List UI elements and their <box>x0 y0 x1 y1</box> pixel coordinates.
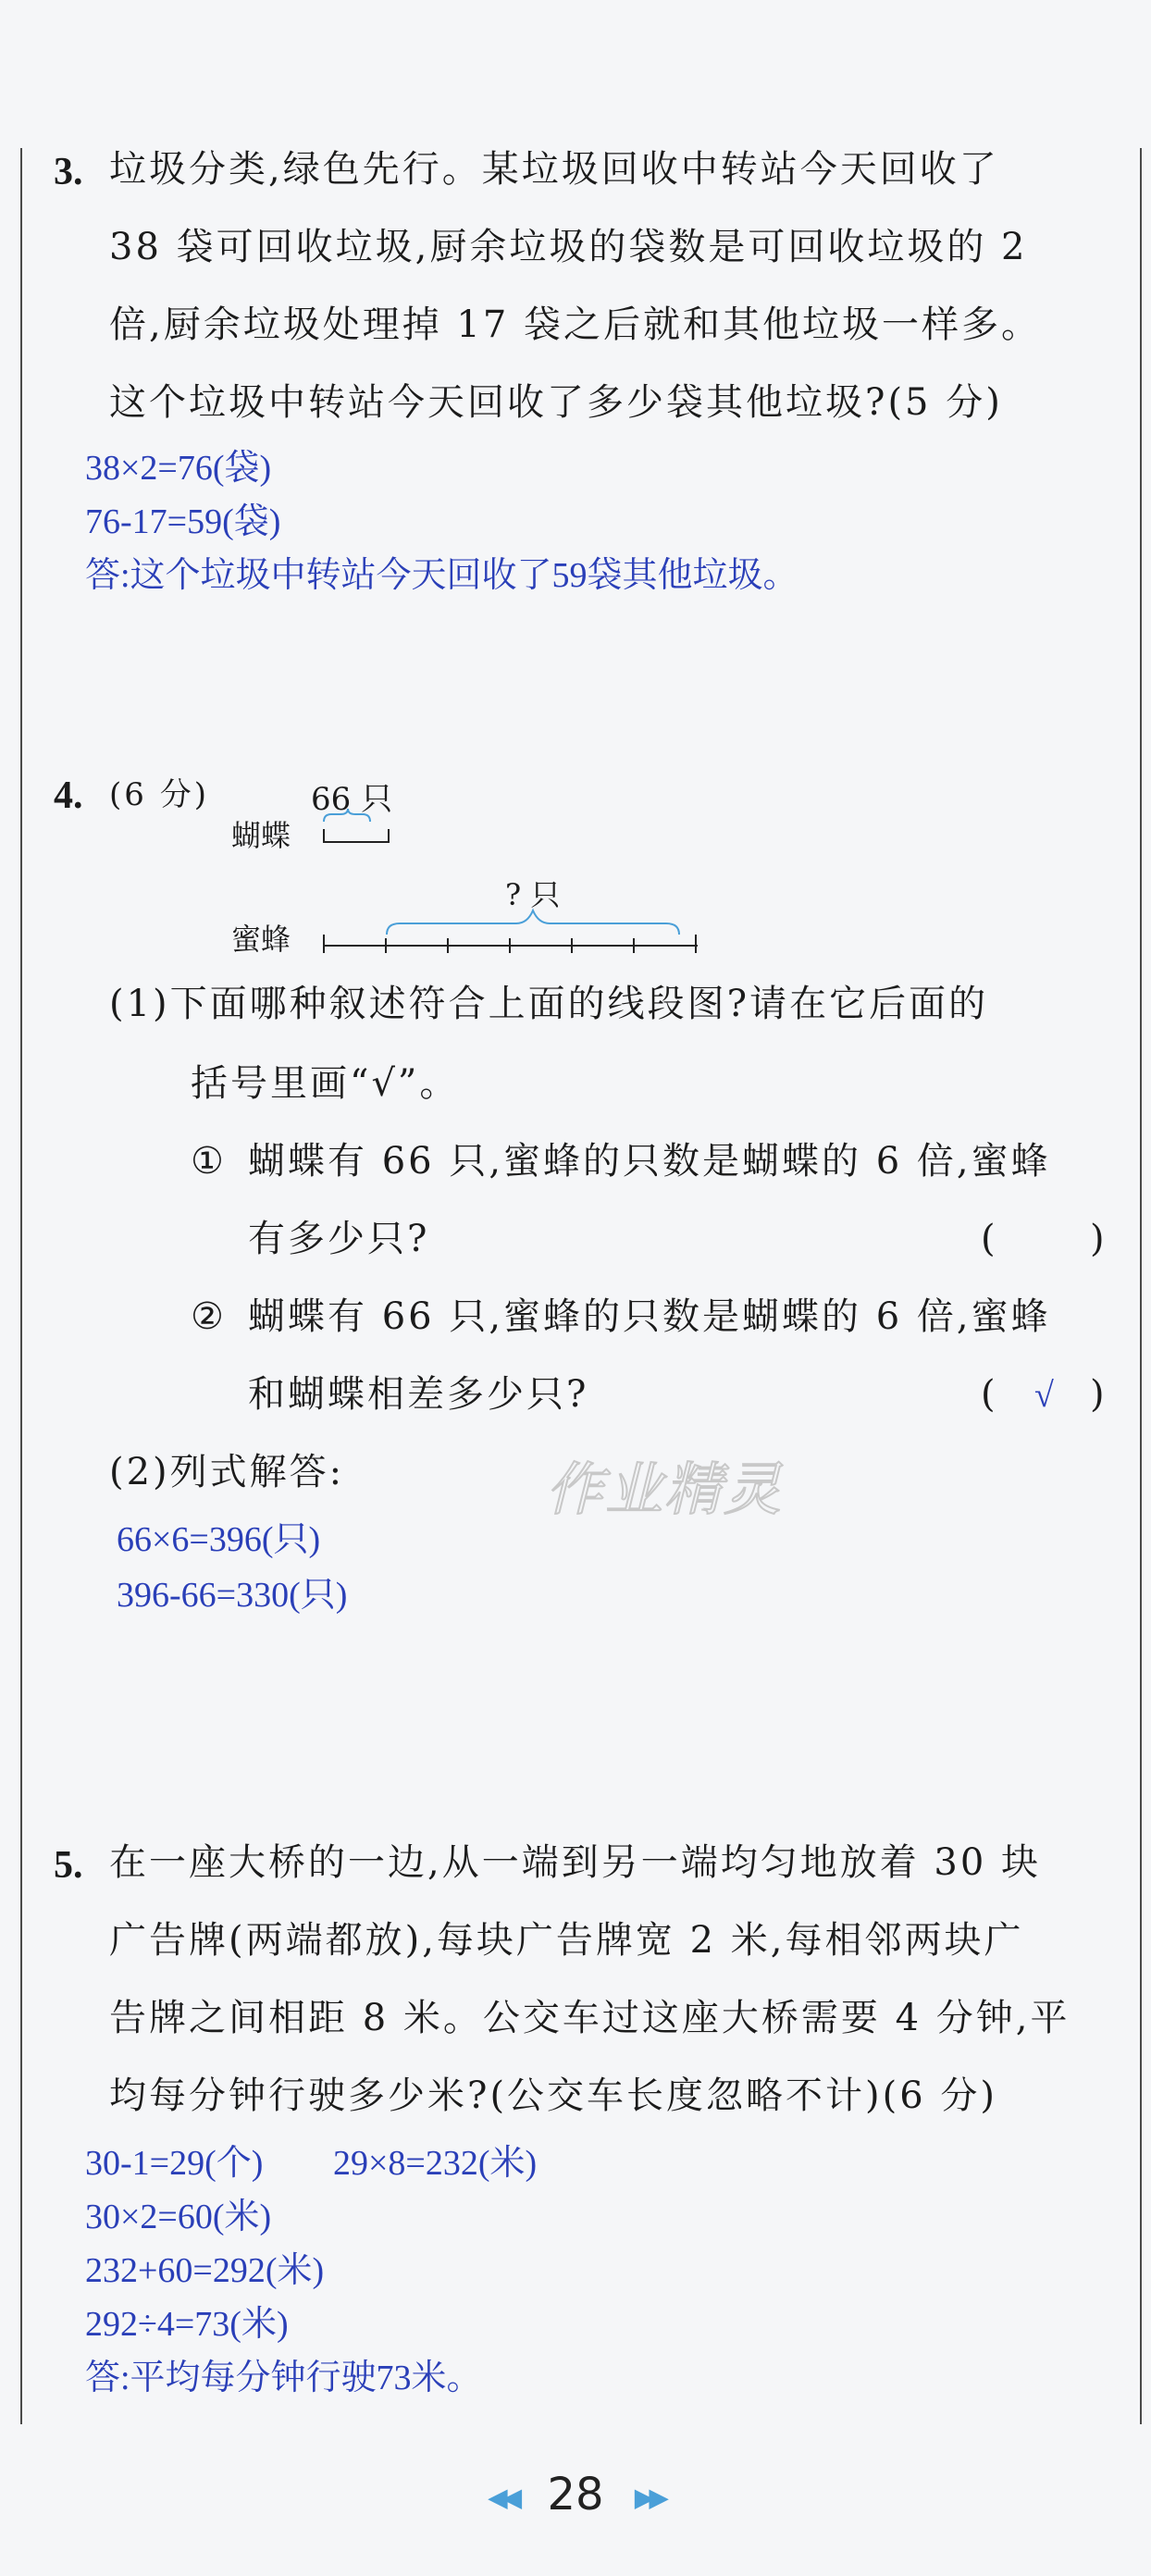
question-score: (6 分) <box>109 776 209 813</box>
option-paren-close: ) <box>1090 1218 1108 1260</box>
question-text-line: 告牌之间相距 8 米。公交车过这座大桥需要 4 分钟,平 <box>109 1997 1071 2039</box>
bee-label: 蜜蜂 <box>231 922 291 957</box>
question-number: 4. <box>54 774 83 817</box>
question-text-line: 垃圾分类,绿色先行。某垃圾回收中转站今天回收了 <box>109 148 999 191</box>
part1-text: (1)下面哪种叙述符合上面的线段图?请在它后面的 <box>109 983 989 1025</box>
page-number: 28 <box>547 2469 604 2520</box>
right-margin-line <box>1140 148 1142 2424</box>
option-check-mark[interactable]: √ <box>1034 1376 1054 1415</box>
left-margin-line <box>20 148 22 2424</box>
bee-value: ? 只 <box>505 877 561 912</box>
question-text-line: 均每分钟行驶多少米?(公交车长度忽略不计)(6 分) <box>109 2074 998 2117</box>
question-number: 3. <box>54 151 83 193</box>
butterfly-segment <box>324 829 389 842</box>
answer-line: 答:这个垃圾中转站今天回收了59袋其他垃圾。 <box>85 556 798 595</box>
line-segment-diagram <box>315 809 703 957</box>
answer-line: 30×2=60(米) <box>85 2198 272 2236</box>
answer-line: 396-66=330(只) <box>117 1576 348 1615</box>
answer-line: 答:平均每分钟行驶73米。 <box>85 2359 482 2397</box>
option-marker: ① <box>191 1140 227 1183</box>
answer-line: 66×6=396(只) <box>117 1520 321 1559</box>
watermark-logo: 作业精灵 <box>546 1455 784 1523</box>
answer-line: 38×2=76(袋) <box>85 449 272 488</box>
question-number: 5. <box>54 1844 83 1887</box>
option-paren-open: ( <box>981 1218 998 1260</box>
question-text-line: 广告牌(两端都放),每块广告牌宽 2 米,每相邻两块广 <box>109 1919 1024 1962</box>
option-text: 蝴蝶有 66 只,蜜蜂的只数是蝴蝶的 6 倍,蜜蜂 <box>248 1140 1051 1183</box>
bee-segment <box>324 935 698 953</box>
butterfly-label: 蝴蝶 <box>231 818 291 853</box>
option-text: 和蝴蝶相差多少只? <box>248 1373 589 1416</box>
answer-line: 30-1=29(个) <box>85 2144 264 2183</box>
answer-line: 76-17=59(袋) <box>85 502 281 541</box>
page-footer <box>0 2469 1151 2520</box>
question-text-line: 这个垃圾中转站今天回收了多少袋其他垃圾?(5 分) <box>109 381 1003 424</box>
next-page-icon[interactable]: ▶▶ <box>634 2482 663 2513</box>
question-text-line: 38 袋可回收垃圾,厨余垃圾的袋数是可回收垃圾的 2 <box>109 226 1028 268</box>
option-paren-open: ( <box>981 1373 998 1416</box>
prev-page-icon[interactable]: ◀◀ <box>488 2482 517 2513</box>
butterfly-value: 66 只 <box>311 781 393 818</box>
option-marker: ② <box>191 1295 227 1338</box>
bee-brace <box>387 910 679 935</box>
option-text: 蝴蝶有 66 只,蜜蜂的只数是蝴蝶的 6 倍,蜜蜂 <box>248 1295 1051 1338</box>
answer-line: 292÷4=73(米) <box>85 2305 289 2344</box>
answer-line: 29×8=232(米) <box>333 2144 538 2183</box>
question-text-line: 在一座大桥的一边,从一端到另一端均匀地放着 30 块 <box>109 1841 1042 1884</box>
butterfly-brace <box>324 809 370 822</box>
option-text: 有多少只? <box>248 1218 430 1260</box>
part2-label: (2)列式解答: <box>109 1451 345 1493</box>
answer-line: 232+60=292(米) <box>85 2251 325 2290</box>
part1-text: 括号里画“√”。 <box>191 1062 460 1105</box>
option-paren-close: ) <box>1090 1373 1108 1416</box>
question-text-line: 倍,厨余垃圾处理掉 17 袋之后就和其他垃圾一样多。 <box>109 303 1042 346</box>
